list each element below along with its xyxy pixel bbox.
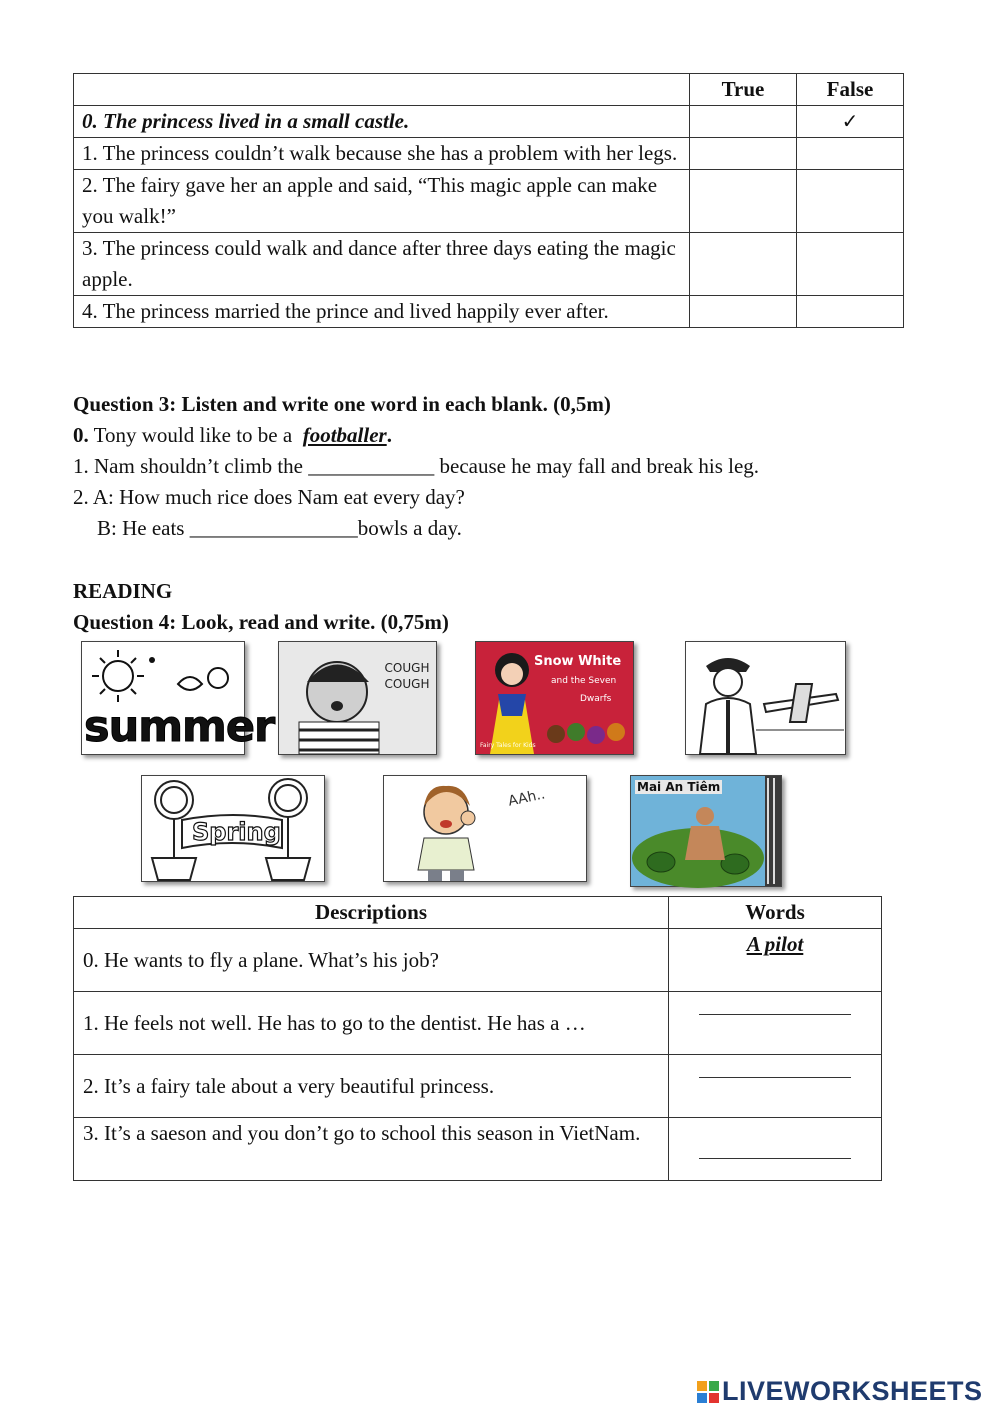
snow-white-picture bbox=[475, 641, 634, 755]
tf-statement-1: 1. The princess couldn’t walk because she has a problem with her legs. bbox=[74, 138, 690, 170]
tf-false-cell-2[interactable] bbox=[797, 170, 904, 233]
question-3-title: Question 3: Listen and write one word in each blank. (0,5m) bbox=[73, 392, 611, 416]
tf-false-cell-3[interactable] bbox=[797, 233, 904, 296]
tf-true-cell-0[interactable] bbox=[690, 106, 797, 138]
answer-line-3[interactable] bbox=[699, 1158, 851, 1159]
tf-statement-4: 4. The princess married the prince and lived happily ever after. bbox=[74, 296, 690, 328]
tf-true-cell-4[interactable] bbox=[690, 296, 797, 328]
snow-white-sub1: and the Seven bbox=[551, 676, 617, 686]
tf-true-cell-3[interactable] bbox=[690, 233, 797, 296]
coughing-boy-icon bbox=[279, 642, 436, 754]
question-3-item-2b[interactable]: B: He eats ________________bowls a day. bbox=[97, 516, 462, 540]
tf-header-false: False bbox=[797, 74, 904, 106]
toothache-boy-icon bbox=[384, 776, 586, 881]
tf-statement-2: 2. The fairy gave her an apple and said, “This magic apple can make you walk!” bbox=[74, 170, 690, 233]
desc-text-1: 1. He feels not well. He has to go to the dentist. He has a … bbox=[74, 992, 669, 1055]
summer-picture bbox=[81, 641, 275, 755]
mai-an-tiem-picture bbox=[630, 775, 782, 887]
snow-white-sub2: Dwarfs bbox=[580, 694, 612, 704]
snow-white-title: Snow White bbox=[534, 654, 622, 669]
mai-an-tiem-title: Mai An Tiêm bbox=[637, 780, 721, 794]
cough-text: COUGH COUGH bbox=[384, 661, 430, 691]
desc-text-2: 2. It’s a fairy tale about a very beautiful princess. bbox=[74, 1055, 669, 1118]
question-4-title: Question 4: Look, read and write. (0,75m) bbox=[73, 610, 449, 634]
tf-row-1 bbox=[74, 138, 904, 170]
reading-heading: READING bbox=[73, 579, 173, 603]
desc-text-0: 0. He wants to fly a plane. What’s his job? bbox=[74, 929, 669, 992]
tf-false-cell-1[interactable] bbox=[797, 138, 904, 170]
true-false-table bbox=[73, 73, 904, 328]
cough-picture bbox=[278, 641, 437, 755]
desc-header-words: Words bbox=[669, 897, 882, 929]
answer-line-2[interactable] bbox=[699, 1077, 851, 1078]
tf-header-row bbox=[74, 74, 904, 106]
desc-text-3: 3. It’s a saeson and you don’t go to school this season in VietNam. bbox=[74, 1118, 669, 1181]
desc-word-cell-1[interactable] bbox=[669, 992, 882, 1055]
spring-word: Spring bbox=[192, 818, 281, 846]
logo-text: LIVEWORKSHEETS bbox=[722, 1376, 983, 1406]
tf-header-statement bbox=[74, 74, 690, 106]
desc-header-descriptions: Descriptions bbox=[74, 897, 669, 929]
snow-white-small: Fairy Tales for Kids bbox=[480, 742, 536, 749]
pilot-picture bbox=[685, 641, 846, 755]
desc-row-0 bbox=[74, 929, 882, 992]
tf-true-cell-2[interactable] bbox=[690, 170, 797, 233]
desc-row-3 bbox=[74, 1118, 882, 1181]
question-3-item-1[interactable]: 1. Nam shouldn’t climb the ____________ because he may fall and break his leg. bbox=[73, 454, 760, 478]
desc-word-cell-0 bbox=[669, 929, 882, 992]
tf-statement-3: 3. The princess could walk and dance after three days eating the magic apple. bbox=[74, 233, 690, 296]
example-answer: footballer bbox=[302, 423, 387, 447]
desc-word-cell-2[interactable] bbox=[669, 1055, 882, 1118]
example-text: Tony would like to be a bbox=[88, 423, 303, 447]
example-period: . bbox=[386, 423, 392, 447]
desc-word-cell-3[interactable] bbox=[669, 1118, 882, 1181]
logo-squares-icon bbox=[697, 1379, 719, 1401]
desc-answer-0: A pilot bbox=[746, 932, 804, 956]
pilot-icon bbox=[686, 642, 845, 754]
question-3-item-2a: 2. A: How much rice does Nam eat every day? bbox=[73, 485, 465, 509]
tf-row-0 bbox=[74, 106, 904, 138]
desc-row-1 bbox=[74, 992, 882, 1055]
tf-statement-0: 0. The princess lived in a small castle. bbox=[74, 106, 690, 138]
example-number: 0. bbox=[73, 423, 89, 447]
tf-row-4 bbox=[74, 296, 904, 328]
liveworksheets-logo bbox=[697, 1376, 983, 1407]
question-3-example bbox=[73, 420, 392, 451]
desc-row-2 bbox=[74, 1055, 882, 1118]
tf-true-cell-1[interactable] bbox=[690, 138, 797, 170]
toothache-picture bbox=[383, 775, 587, 882]
aah-text: AAh.. bbox=[506, 786, 547, 810]
answer-line-1[interactable] bbox=[699, 1014, 851, 1015]
tf-header-true: True bbox=[690, 74, 797, 106]
descriptions-table bbox=[73, 896, 882, 1181]
desc-header-row bbox=[74, 897, 882, 929]
spring-picture bbox=[141, 775, 325, 882]
tf-false-cell-4[interactable] bbox=[797, 296, 904, 328]
check-icon: ✓ bbox=[841, 109, 859, 133]
summer-word: summer bbox=[84, 702, 275, 752]
tf-row-3 bbox=[74, 233, 904, 296]
tf-row-2 bbox=[74, 170, 904, 233]
tf-false-cell-0[interactable] bbox=[797, 106, 904, 138]
